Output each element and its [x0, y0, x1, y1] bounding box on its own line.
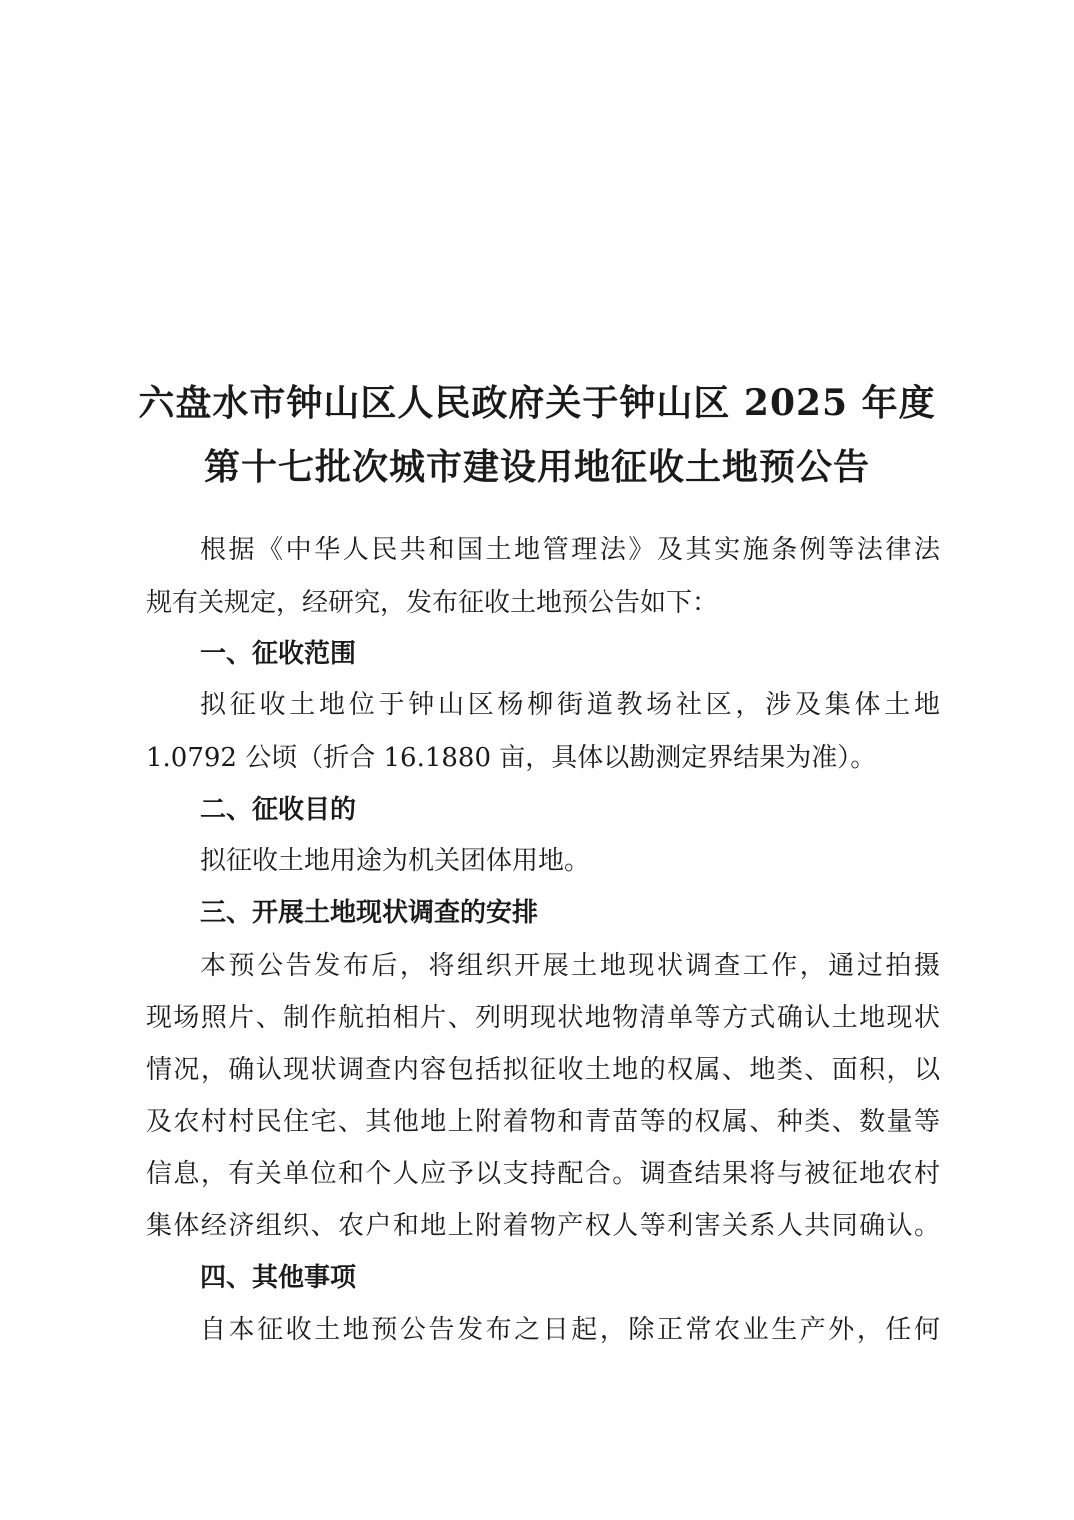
section-4-heading: 四、其他事项: [200, 1263, 357, 1293]
section-3-line-4: 及农村村民住宅、其他地上附着物和青苗等的权属、种类、数量等: [146, 1107, 940, 1137]
section-1-line-2: 1.0792 公顷（折合 16.1880 亩，具体以勘测定界结果为准）。: [146, 743, 877, 773]
section-3-line-2: 现场照片、制作航拍相片、列明现状地物清单等方式确认土地现状: [146, 1003, 940, 1033]
section-3-line-3: 情况，确认现状调查内容包括拟征收土地的权属、地类、面积，以: [146, 1055, 940, 1085]
document-title-line-1: 六盘水市钟山区人民政府关于钟山区 2025 年度: [138, 382, 936, 424]
intro-paragraph-line-2: 规有关规定，经研究，发布征收土地预公告如下：: [146, 588, 719, 618]
section-2-heading: 二、征收目的: [200, 795, 357, 825]
section-3-line-1: 本预公告发布后，将组织开展土地现状调查工作，通过拍摄: [200, 951, 940, 981]
section-3-line-6: 集体经济组织、农户和地上附着物产权人等利害关系人共同确认。: [146, 1211, 940, 1241]
intro-paragraph-line-1: 根据《中华人民共和国土地管理法》及其实施条例等法律法: [200, 535, 940, 565]
section-3-line-5: 信息，有关单位和个人应予以支持配合。调查结果将与被征地农村: [146, 1159, 940, 1189]
section-1-line-1: 拟征收土地位于钟山区杨柳街道教场社区，涉及集体土地: [200, 690, 940, 720]
section-4-line-1: 自本征收土地预公告发布之日起，除正常农业生产外，任何: [200, 1315, 940, 1345]
section-2-line-1: 拟征收土地用途为机关团体用地。: [200, 846, 591, 876]
section-1-heading: 一、征收范围: [200, 639, 357, 669]
document-title-line-2: 第十七批次城市建设用地征收土地预公告: [203, 446, 870, 488]
section-3-heading: 三、开展土地现状调查的安排: [200, 898, 539, 928]
